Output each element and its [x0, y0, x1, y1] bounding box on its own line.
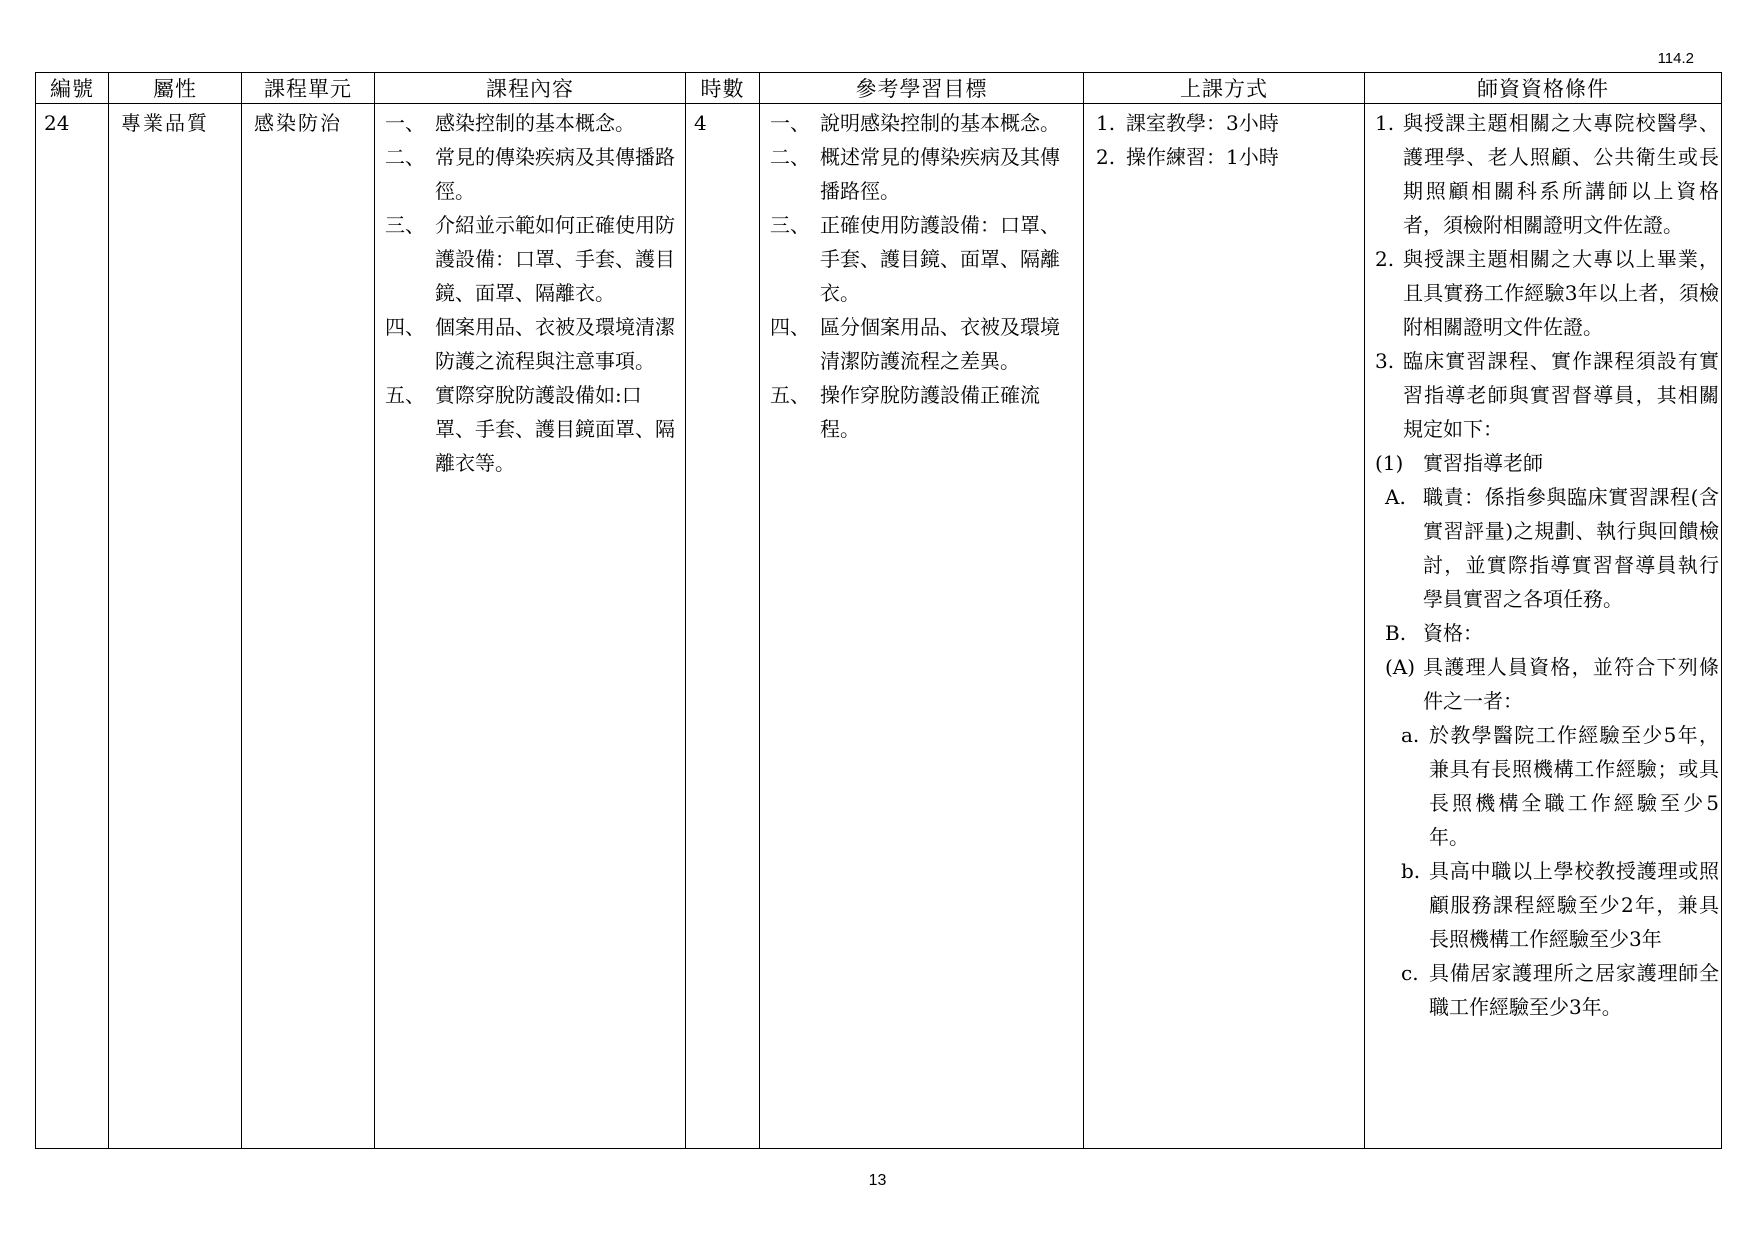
mode-item-text: 課室教學：3小時	[1126, 111, 1279, 135]
course-table	[35, 72, 1722, 1149]
objective-item-text: 概述常見的傳染疾病及其傳播路徑。	[820, 145, 1060, 203]
header-attribute: 屬性	[109, 73, 242, 104]
content-item-number: 三、	[385, 213, 425, 237]
qualification-item	[1375, 344, 1719, 446]
objective-item	[770, 378, 1069, 446]
cell-id	[36, 104, 109, 1149]
cell-attribute	[109, 104, 242, 1149]
content-item-text: 實際穿脫防護設備如:口罩、手套、護目鏡面罩、隔離衣等。	[435, 383, 675, 475]
table-row	[36, 104, 1722, 1149]
header-unit: 課程單元	[242, 73, 375, 104]
qualification-item-text: 具護理人員資格，並符合下列條件之一者：	[1423, 655, 1719, 713]
qualification-item-text: 於教學醫院工作經驗至少5年，兼具有長照機構工作經驗；或具長照機構全職工作經驗至少5年。	[1429, 723, 1719, 849]
objective-item-number: 五、	[770, 383, 810, 407]
qualification-item-text: 具備居家護理所之居家護理師全職工作經驗至少3年。	[1429, 961, 1719, 1019]
cell-objectives	[760, 104, 1084, 1149]
content-item	[385, 378, 675, 480]
cell-content	[375, 104, 686, 1149]
objective-item-text: 正確使用防護設備：口罩、手套、護目鏡、面罩、隔離衣。	[820, 213, 1060, 305]
objective-item	[770, 106, 1069, 140]
qualification-item	[1375, 616, 1719, 650]
objective-item-text: 操作穿脫防護設備正確流程。	[820, 383, 1040, 441]
qualification-item	[1375, 650, 1719, 718]
objective-item-number: 二、	[770, 145, 810, 169]
qualification-item	[1375, 446, 1719, 480]
header-row	[36, 73, 1722, 104]
page-number: 13	[868, 1172, 887, 1189]
header-objectives: 參考學習目標	[760, 73, 1084, 104]
mode-item-number: 1.	[1096, 111, 1116, 135]
qualification-item-text: 與授課主題相關之大專以上畢業，且具實務工作經驗3年以上者，須檢附相關證明文件佐證。	[1403, 247, 1719, 339]
qualification-item-number: A.	[1385, 485, 1406, 509]
qualification-item	[1375, 106, 1719, 242]
content-item-text: 感染控制的基本概念。	[435, 111, 635, 135]
qualification-item-text: 職責：係指參與臨床實習課程(含實習評量)之規劃、執行與回饋檢討，並實際指導實習督導員執行學員實習之各項任務。	[1423, 485, 1719, 611]
header-id: 編號	[36, 73, 109, 104]
mode-item	[1090, 140, 1356, 174]
row-id: 24	[44, 111, 70, 135]
content-item-text: 介紹並示範如何正確使用防護設備：口罩、手套、護目鏡、面罩、隔離衣。	[435, 213, 675, 305]
header-qualifications: 師資資格條件	[1365, 73, 1722, 104]
mode-item-number: 2.	[1096, 145, 1116, 169]
qualification-item-number: (1)	[1375, 451, 1404, 475]
qualification-item-text: 實習指導老師	[1423, 451, 1543, 475]
qualifications-list	[1365, 104, 1721, 1024]
qualification-item	[1375, 242, 1719, 344]
objective-item-text: 區分個案用品、衣被及環境清潔防護流程之差異。	[820, 315, 1060, 373]
objective-item-text: 說明感染控制的基本概念。	[820, 111, 1060, 135]
qualification-item-number: c.	[1401, 961, 1419, 985]
qualification-item	[1375, 480, 1719, 616]
content-item-text: 常見的傳染疾病及其傳播路徑。	[435, 145, 675, 203]
mode-item	[1090, 106, 1356, 140]
qualification-item	[1375, 956, 1719, 1024]
cell-unit	[242, 104, 375, 1149]
qualification-item	[1375, 854, 1719, 956]
header-content: 課程內容	[375, 73, 686, 104]
row-hours: 4	[694, 111, 707, 135]
qualification-item-number: b.	[1401, 859, 1421, 883]
objective-item-number: 一、	[770, 111, 810, 135]
objectives-list	[760, 104, 1083, 446]
objective-item	[770, 140, 1069, 208]
content-item	[385, 140, 675, 208]
row-attribute: 專業品質	[121, 111, 209, 135]
qualification-item	[1375, 718, 1719, 854]
version-label: 114.2	[1657, 50, 1694, 67]
qualification-item-number: 1.	[1375, 111, 1395, 135]
content-item-number: 一、	[385, 111, 425, 135]
qualification-item-number: (A)	[1385, 655, 1416, 679]
qualification-item-text: 臨床實習課程、實作課程須設有實習指導老師與實習督導員，其相關規定如下：	[1403, 349, 1719, 441]
qualification-item-text: 與授課主題相關之大專院校醫學、護理學、老人照顧、公共衛生或長期照顧相關科系所講師以上資格者，須檢附相關證明文件佐證。	[1403, 111, 1719, 237]
cell-mode	[1084, 104, 1365, 1149]
objective-item-number: 三、	[770, 213, 810, 237]
qualification-item-number: 3.	[1375, 349, 1395, 373]
header-hours: 時數	[686, 73, 760, 104]
header-mode: 上課方式	[1084, 73, 1365, 104]
content-item-number: 四、	[385, 315, 425, 339]
objective-item-number: 四、	[770, 315, 810, 339]
content-item-number: 二、	[385, 145, 425, 169]
cell-hours	[686, 104, 760, 1149]
objective-item	[770, 208, 1069, 310]
content-list	[375, 104, 685, 480]
mode-list	[1084, 104, 1364, 174]
cell-qualifications	[1365, 104, 1722, 1149]
content-item-text: 個案用品、衣被及環境清潔防護之流程與注意事項。	[435, 315, 675, 373]
qualification-item-number: 2.	[1375, 247, 1395, 271]
content-item	[385, 106, 675, 140]
content-item-number: 五、	[385, 383, 425, 407]
content-item	[385, 310, 675, 378]
qualification-item-text: 資格：	[1423, 621, 1483, 645]
mode-item-text: 操作練習：1小時	[1126, 145, 1279, 169]
qualification-item-text: 具高中職以上學校教授護理或照顧服務課程經驗至少2年，兼具長照機構工作經驗至少3年	[1429, 859, 1719, 951]
row-unit: 感染防治	[254, 111, 342, 135]
content-item	[385, 208, 675, 310]
qualification-item-number: B.	[1385, 621, 1407, 645]
objective-item	[770, 310, 1069, 378]
qualification-item-number: a.	[1401, 723, 1420, 747]
